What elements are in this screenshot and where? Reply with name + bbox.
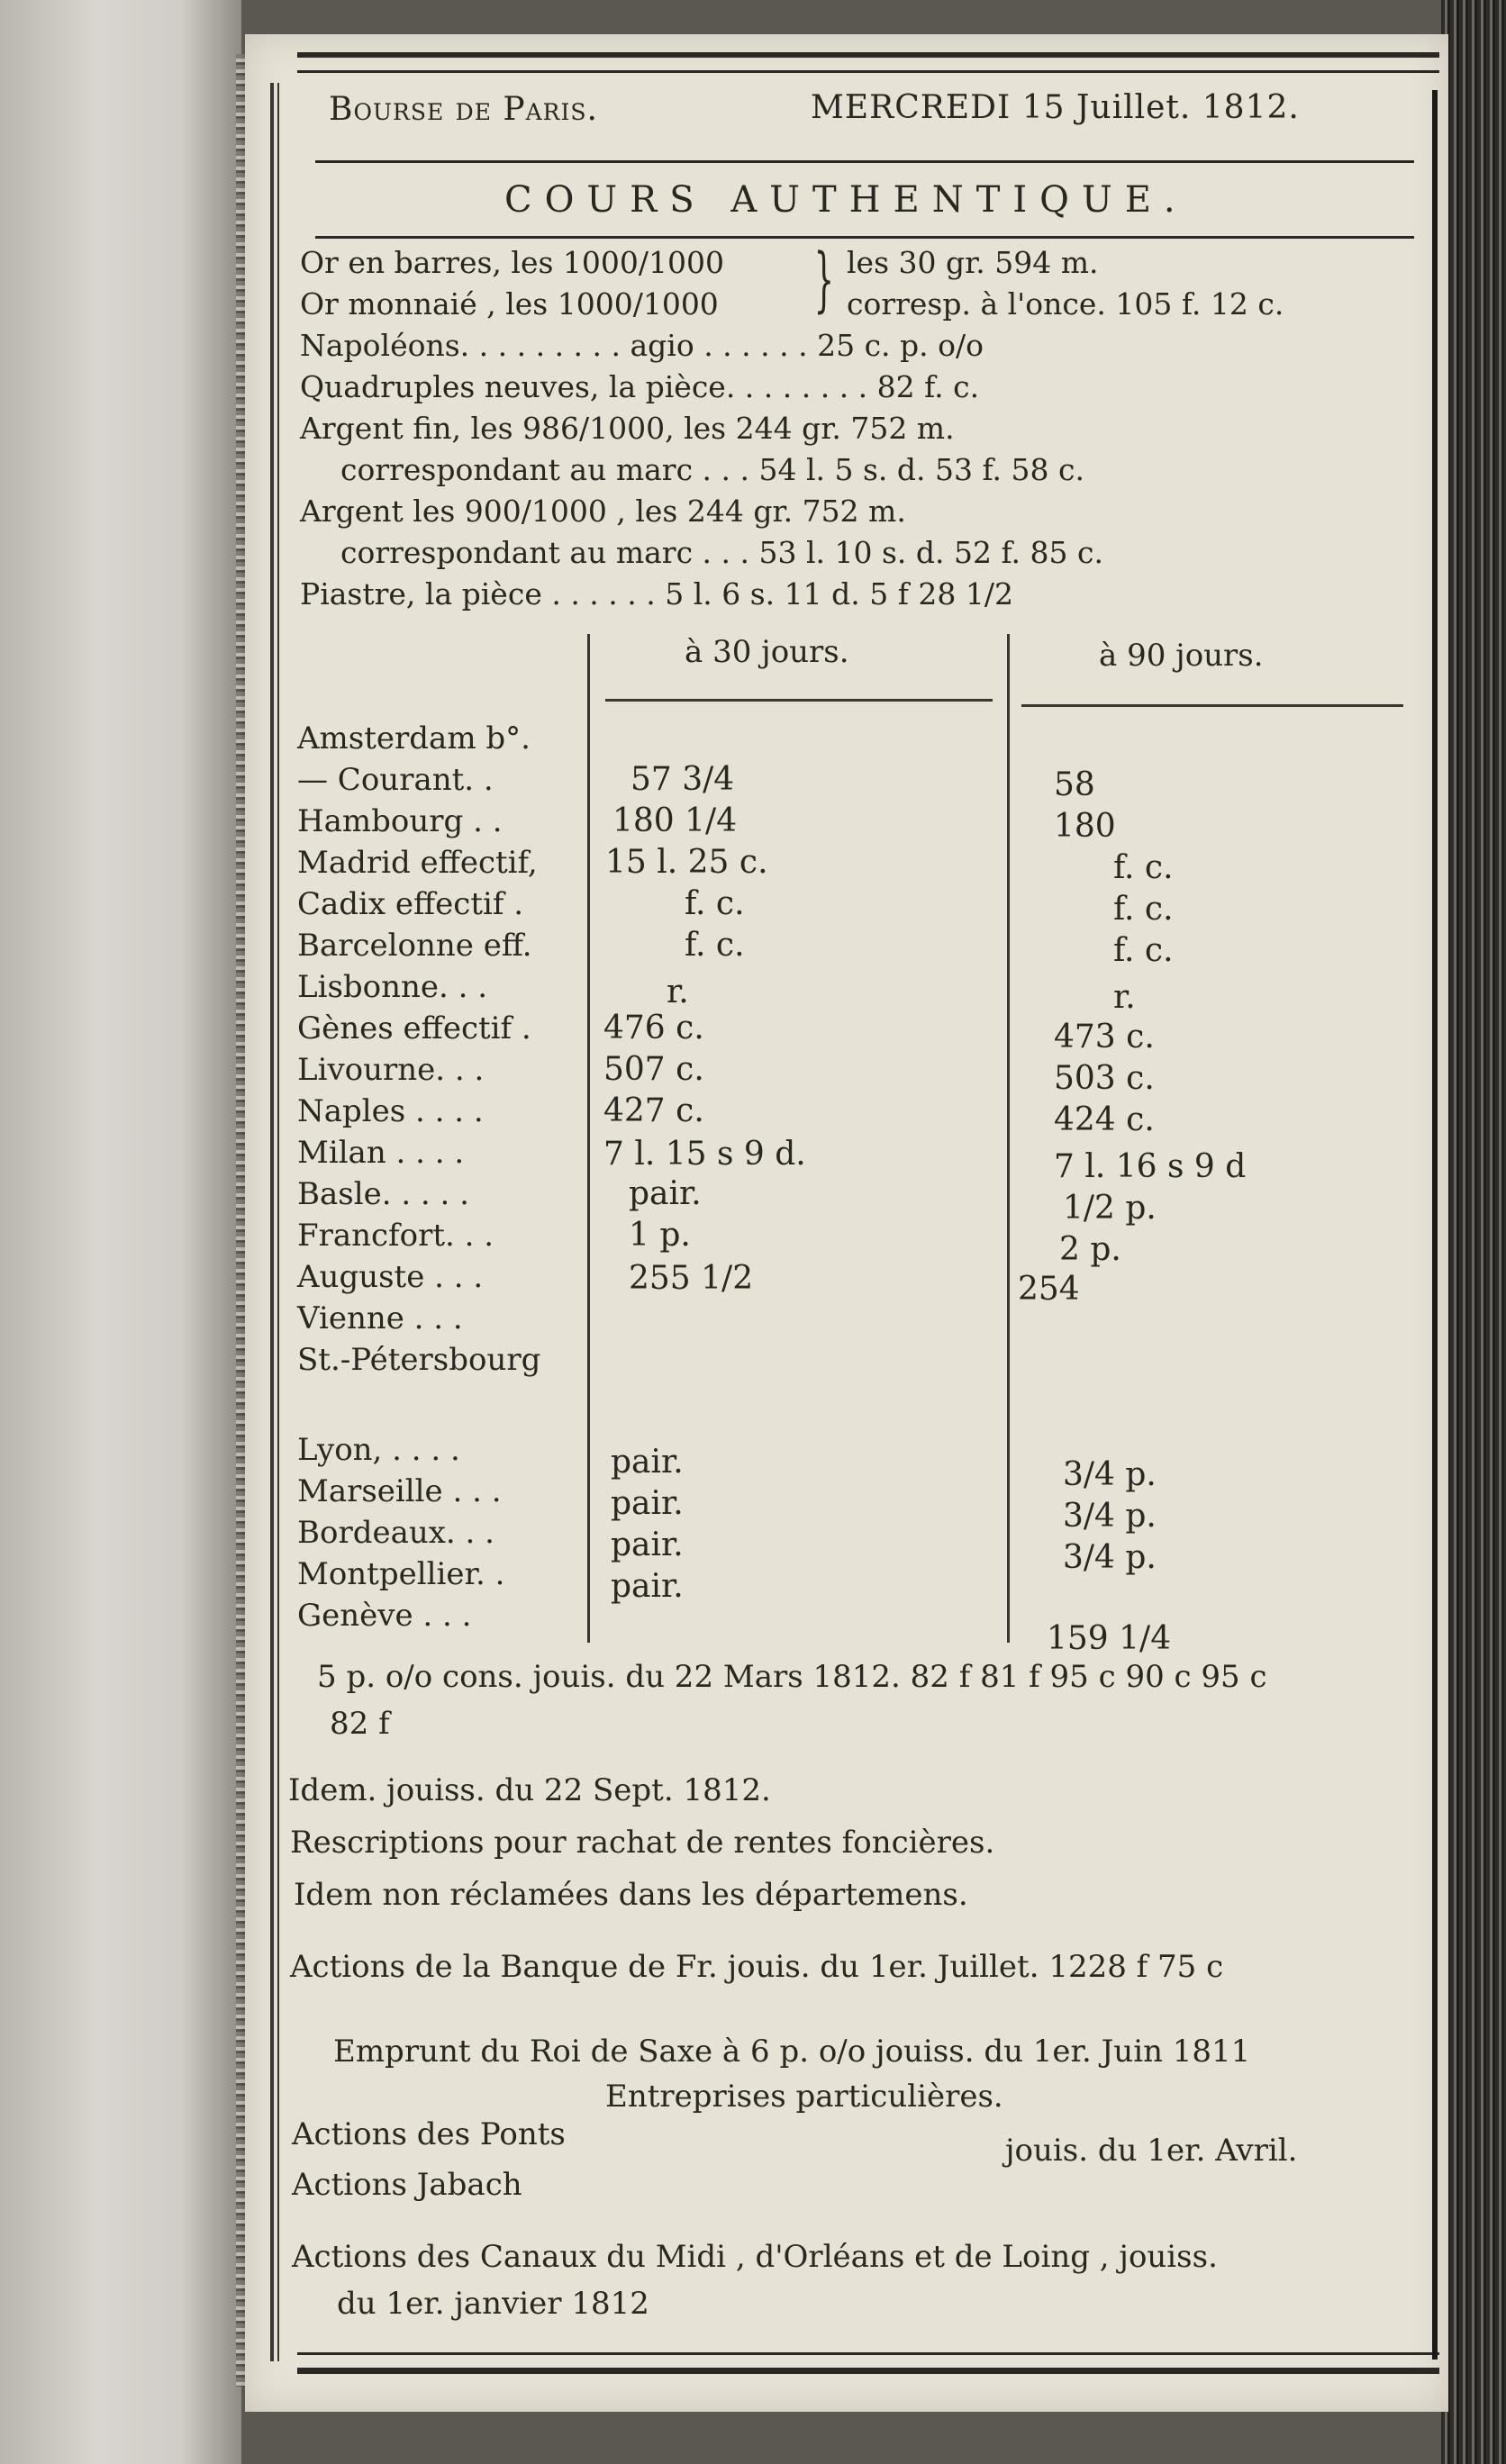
frame-top-rule	[297, 52, 1439, 73]
frame-bottom-rule	[297, 2352, 1439, 2374]
rente-line: Actions des Canaux du Midi , d'Orléans et de Loing , jouiss.	[292, 2239, 1218, 2275]
exchange-city: — Courant. .	[297, 762, 494, 798]
rate-90-days: 424 c.	[1054, 1101, 1155, 1138]
brace-glyph: }	[813, 240, 834, 321]
rate-30-days: pair.	[611, 1485, 684, 1522]
rente-line: Idem. jouiss. du 22 Sept. 1812.	[288, 1772, 771, 1808]
exchange-city: St.-Pétersbourg	[297, 1342, 541, 1378]
rate-30-days: 15 l. 25 c.	[605, 844, 768, 881]
rate-30-days: f. c.	[685, 885, 745, 922]
exchange-city: Hambourg . .	[297, 803, 503, 839]
table-divider-left	[587, 634, 590, 1643]
rente-line: Idem non réclamées dans les départemens.	[294, 1877, 968, 1913]
metal-line: Or en barres, les 1000/1000	[300, 245, 724, 280]
rate-30-days: 427 c.	[603, 1092, 704, 1129]
rente-line: jouis. du 1er. Avril.	[1005, 2133, 1298, 2169]
table-divider-right	[1007, 634, 1010, 1643]
rate-90-days: 2 p.	[1059, 1231, 1121, 1268]
exchange-city: Vienne . . .	[297, 1300, 463, 1336]
rate-90-days: 1/2 p.	[1063, 1190, 1157, 1227]
exchange-city: Naples . . . .	[297, 1093, 484, 1129]
frame-right-rule	[1432, 90, 1443, 2360]
exchange-city: Auguste . . .	[297, 1259, 484, 1295]
rate-30-days: pair.	[611, 1568, 684, 1605]
column-header-90-days: à 90 jours.	[1099, 638, 1264, 674]
rate-30-days: f. c.	[685, 927, 745, 964]
exchange-city: Lisbonne. . .	[297, 969, 488, 1005]
gold-weight-line: corresp. à l'once. 105 f. 12 c.	[847, 286, 1284, 322]
metal-line: Argent fin, les 986/1000, les 244 gr. 752 m.	[300, 411, 955, 446]
rate-30-days: 476 c.	[603, 1010, 704, 1046]
rate-30-days: 180 1/4	[612, 802, 738, 839]
rate-30-days: 1 p.	[629, 1217, 691, 1254]
metal-line: Quadruples neuves, la pièce. . . . . . . . 82 f. c.	[300, 369, 980, 404]
rate-90-days: 254	[1018, 1271, 1080, 1308]
rate-30-days: 57 3/4	[631, 761, 735, 798]
frame-left-rule	[270, 83, 279, 2361]
exchange-city: Barcelonne eff.	[297, 928, 532, 964]
exchange-city: Madrid effectif,	[297, 845, 538, 881]
metal-line: Napoléons. . . . . . . . . agio . . . . . . 25 c. p. o/o	[300, 328, 984, 363]
rente-line: Actions des Ponts	[292, 2116, 566, 2152]
rate-30-days: pair.	[611, 1444, 684, 1481]
rate-90-days: f. c.	[1113, 849, 1174, 886]
exchange-city: Cadix effectif .	[297, 886, 524, 922]
column-header-rule	[605, 699, 993, 702]
title-rule	[315, 236, 1414, 239]
exchange-city: Marseille . . .	[297, 1473, 502, 1509]
rate-30-days: 255 1/2	[629, 1260, 754, 1297]
header-rule	[315, 160, 1414, 163]
rente-line: Rescriptions pour rachat de rentes foncières.	[290, 1825, 995, 1861]
gold-weight-line: les 30 gr. 594 m.	[847, 245, 1099, 280]
rente-line: 82 f	[330, 1706, 390, 1742]
rate-90-days: 180	[1054, 808, 1116, 845]
rate-90-days: f. c.	[1113, 891, 1174, 928]
metal-line: Piastre, la pièce . . . . . . 5 l. 6 s. 11 d. 5 f 28 1/2	[300, 576, 1013, 611]
rente-line: Actions de la Banque de Fr. jouis. du 1er. Juillet. 1228 f 75 c	[290, 1949, 1224, 1985]
rate-30-days: 7 l. 15 s 9 d.	[603, 1136, 806, 1173]
rate-90-days: 3/4 p.	[1063, 1539, 1157, 1576]
column-header-30-days: à 30 jours.	[685, 634, 849, 670]
metal-line: correspondant au marc . . . 54 l. 5 s. d. 53 f. 58 c.	[340, 452, 1084, 487]
book-binding	[0, 0, 241, 2464]
exchange-city: Gènes effectif .	[297, 1010, 531, 1046]
exchange-city: Montpellier. .	[297, 1556, 505, 1592]
rate-90-days: 3/4 p.	[1063, 1456, 1157, 1493]
rente-line: 5 p. o/o cons. jouis. du 22 Mars 1812. 82 f 81 f 95 c 90 c 95 c	[317, 1659, 1267, 1695]
section-heading: Entreprises particulières.	[605, 2079, 1003, 2115]
rate-90-days: 473 c.	[1054, 1019, 1155, 1055]
rate-30-days: pair.	[629, 1175, 702, 1212]
rate-90-days: 159 1/4	[1047, 1620, 1172, 1657]
exchange-city: Amsterdam b°.	[297, 720, 531, 756]
rate-90-days: f. c.	[1113, 932, 1174, 969]
rate-90-days: r.	[1113, 979, 1136, 1016]
exchange-city: Genève . . .	[297, 1598, 472, 1634]
rate-30-days: r.	[667, 974, 689, 1010]
rate-90-days: 503 c.	[1054, 1060, 1155, 1097]
page-stack-edge	[1441, 0, 1506, 2464]
metal-line: correspondant au marc . . . 53 l. 10 s. d. 52 f. 85 c.	[340, 535, 1103, 570]
date-heading: MERCREDI 15 Juillet. 1812.	[811, 89, 1300, 126]
metal-line: Or monnaié , les 1000/1000	[300, 286, 719, 322]
bourse-heading: Bourse de Paris.	[329, 91, 598, 128]
exchange-city: Bordeaux. . .	[297, 1515, 494, 1551]
rate-90-days: 58	[1054, 766, 1095, 803]
exchange-city: Livourne. . .	[297, 1052, 485, 1088]
page-title: COURS AUTHENTIQUE.	[504, 179, 1188, 221]
exchange-city: Lyon, . . . .	[297, 1432, 460, 1468]
rente-line: Emprunt du Roi de Saxe à 6 p. o/o jouiss. du 1er. Juin 1811	[333, 2034, 1251, 2070]
column-header-rule	[1021, 704, 1403, 707]
exchange-city: Francfort. . .	[297, 1218, 494, 1254]
rate-90-days: 3/4 p.	[1063, 1498, 1157, 1535]
exchange-city: Milan . . . .	[297, 1135, 465, 1171]
rate-90-days: 7 l. 16 s 9 d	[1054, 1148, 1247, 1185]
metal-line: Argent les 900/1000 , les 244 gr. 752 m.	[300, 494, 906, 529]
rente-line: du 1er. janvier 1812	[337, 2286, 649, 2322]
rate-30-days: 507 c.	[603, 1051, 704, 1088]
exchange-city: Basle. . . . .	[297, 1176, 469, 1212]
rate-30-days: pair.	[611, 1526, 684, 1563]
rente-line: Actions Jabach	[292, 2167, 522, 2203]
